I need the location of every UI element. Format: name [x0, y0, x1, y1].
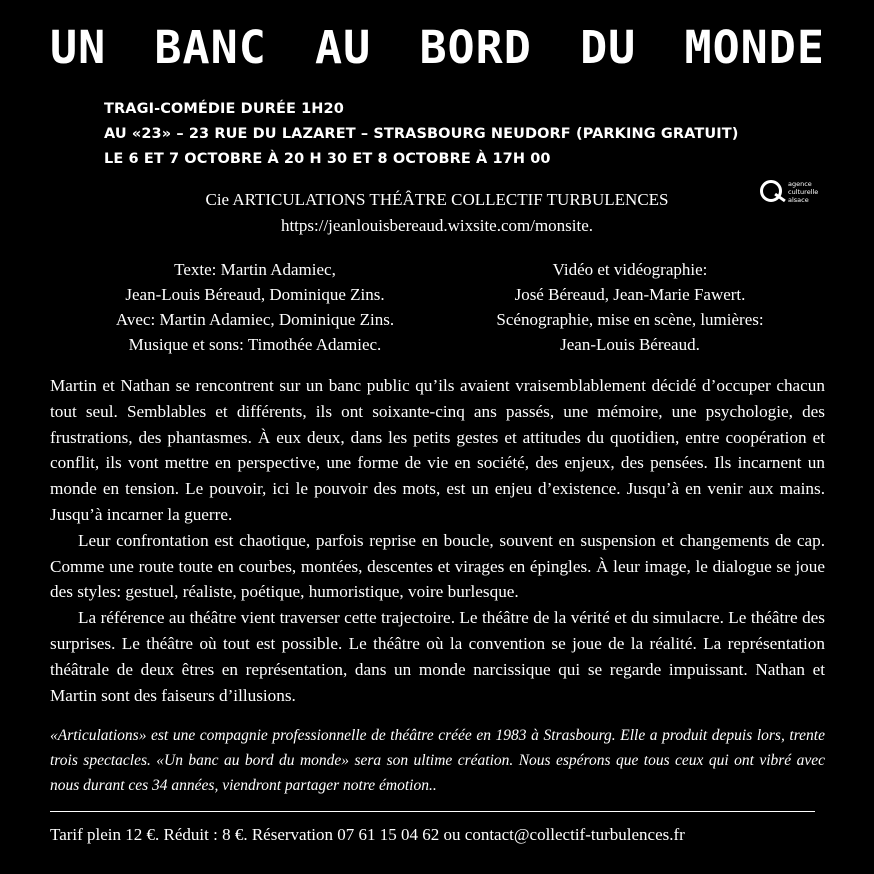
event-venue: AU «23» – 23 RUE DU LAZARET – STRASBOURG NEUDORF (PARKING GRATUIT) — [104, 126, 739, 142]
credits-left — [60, 257, 450, 357]
event-info — [104, 97, 738, 172]
company-name: Cie ARTICULATIONS THÉÂTRE COLLECTIF TURBULENCES — [205, 190, 669, 209]
credit-line: José Béreaud, Jean-Marie Fawert. — [514, 285, 746, 304]
synopsis-paragraph: La référence au théâtre vient traverser cette trajectoire. Le théâtre de la vérité et du simulacre. Le théâtre des surprises. Le théâtre où tout est possible. Le théâtre où la convention se joue de la réalité. La représentation théâtrale de deux êtres en représentation, dans un monde narcissique qui se regarde impuissant. Nathan et Martin sont des faiseurs d’illusions. — [50, 608, 825, 705]
company-note: «Articulations» est une compagnie professionnelle de théâtre créée en 1983 à Strasbourg. Elle a produit depuis lors, trente trois spectacles. «Un banc au bord du monde» sera son ultime création. Nous espérons que tous ceux qui ont vibré avec nous durant ces 34 années, viendront partager notre émotion.. — [50, 727, 825, 794]
pricing-reservation: Tarif plein 12 €. Réduit : 8 €. Réservation 07 61 15 04 62 ou contact@collectif-turbulences.fr — [50, 825, 685, 844]
credit-line: Jean-Louis Béreaud, Dominique Zins. — [125, 285, 385, 304]
title-word: BORD — [419, 21, 532, 74]
divider — [50, 811, 815, 812]
poster-title — [50, 20, 825, 76]
credit-line: Avec: Martin Adamiec, Dominique Zins. — [115, 310, 395, 329]
title-word: UN — [50, 21, 107, 74]
title-word: MONDE — [684, 21, 825, 74]
synopsis-paragraph: Martin et Nathan se rencontrent sur un banc public qu’ils avaient vraisemblablement décidé d’occuper chacun tout seul. Semblables et différents, ils ont soixante-cinq ans passés, une mémoire, une psychologie, des frustrations, des phantasmes. À eux deux, dans les petits gestes et attitudes du quotidien, entre coopération et conflit, ils vont mettre en perspective, une forme de vie en société, des enjeux, des pensées. Ils incarnent un monde en tension. Le pouvoir, ici le pouvoir des mots, est un enjeu d’existence. Jusqu’à en venir aux mains. Jusqu’à incarner la guerre. — [50, 376, 825, 524]
event-dates: LE 6 ET 7 OCTOBRE À 20 H 30 ET 8 OCTOBRE À 17H 00 — [104, 151, 551, 167]
credit-line: Scénographie, mise en scène, lumières: — [496, 310, 764, 329]
company-url[interactable]: https://jeanlouisbereaud.wixsite.com/monsite. — [280, 216, 594, 235]
logo-text — [788, 180, 818, 204]
synopsis-paragraph: Leur confrontation est chaotique, parfois reprise en boucle, souvent en suspension et changements de cap. Comme une route toute en courbes, montées, descentes et virages en épingles. À leur image, le dialogue se joue des styles: gestuel, réaliste, poétique, humoristique, voire burlesque. — [50, 530, 825, 602]
title-word: AU — [315, 21, 372, 74]
logo-line: alsace — [788, 196, 809, 204]
logo-line: agence — [788, 180, 812, 188]
credit-line: Texte: Martin Adamiec, — [174, 260, 336, 279]
synopsis — [50, 373, 825, 708]
title-word: BANC — [154, 21, 267, 74]
event-genre-duration: TRAGI-COMÉDIE DURÉE 1H20 — [104, 101, 344, 117]
logo-line: culturelle — [788, 188, 819, 196]
agence-culturelle-alsace-logo-icon — [758, 176, 818, 216]
credit-line: Musique et sons: Timothée Adamiec. — [128, 335, 382, 354]
credits-right — [440, 257, 820, 357]
company-block — [0, 187, 874, 239]
credit-line: Vidéo et vidéographie: — [552, 260, 708, 279]
title-word: DU — [580, 21, 637, 74]
credit-line: Jean-Louis Béreaud. — [560, 335, 700, 354]
